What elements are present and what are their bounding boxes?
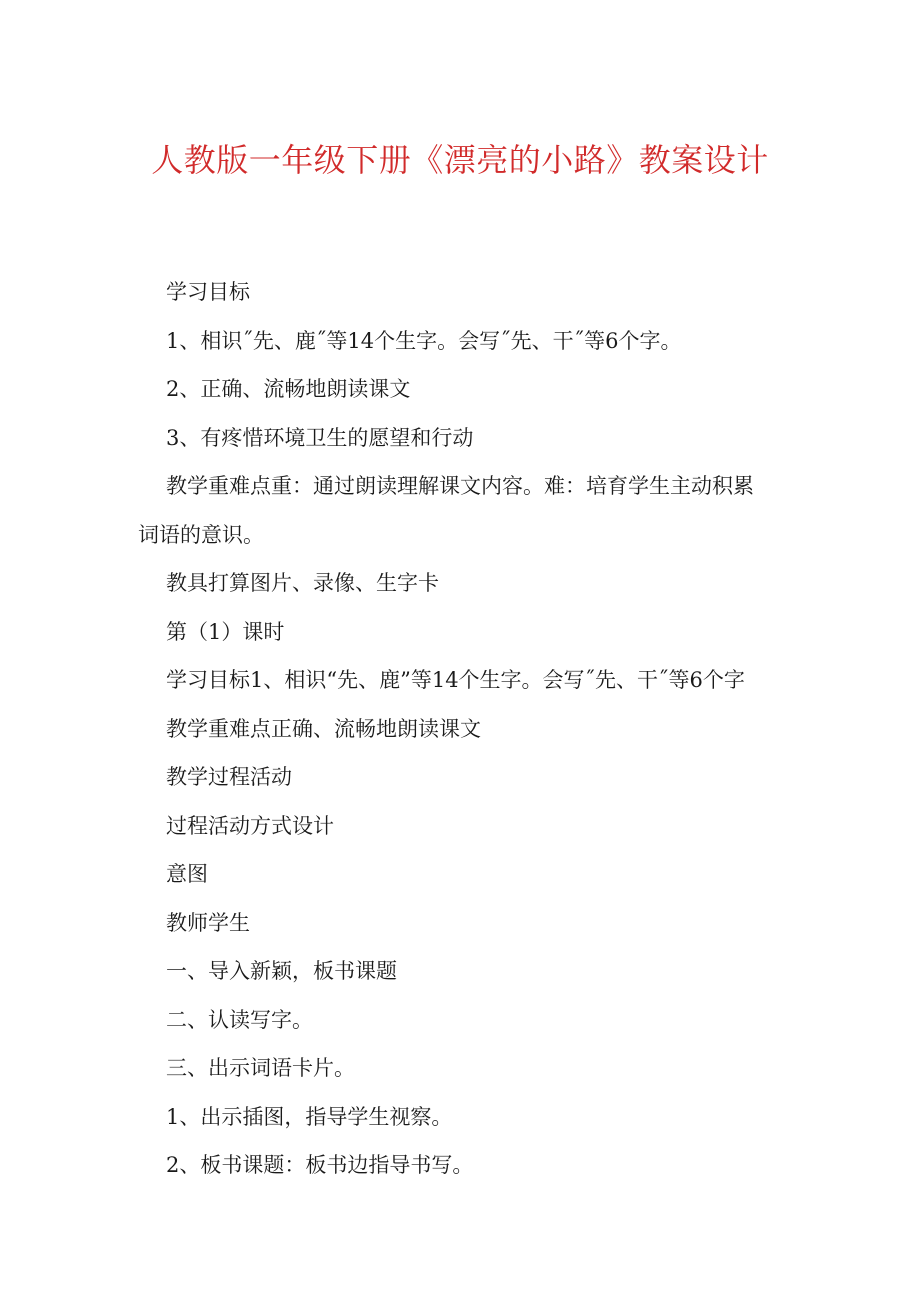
paragraph: 第（1）课时 bbox=[166, 619, 285, 644]
paragraph: 学习目标 bbox=[166, 280, 250, 304]
paragraph: 二、认读写字。 bbox=[166, 1007, 313, 1032]
paragraph: 词语的意识。 bbox=[138, 522, 264, 547]
paragraph: 一、导入新颖，板书课题 bbox=[166, 959, 397, 983]
document-title: 人教版一年级下册《漂亮的小路》教案设计 bbox=[151, 141, 769, 179]
paragraph: 学习目标1、相识“先、鹿”等14个生字。会写˝先、干˝等6个字 bbox=[166, 668, 745, 692]
paragraph: 三、出示词语卡片。 bbox=[166, 1056, 355, 1080]
paragraph: 教具打算图片、录像、生字卡 bbox=[166, 571, 439, 595]
paragraph: 教学过程活动 bbox=[166, 765, 292, 789]
paragraph: 3、有疼惜环境卫生的愿望和行动 bbox=[166, 425, 474, 450]
paragraph: 过程活动方式设计 bbox=[166, 813, 334, 838]
paragraph: 教师学生 bbox=[166, 910, 250, 935]
paragraph: 教学重难点正确、流畅地朗读课文 bbox=[166, 716, 481, 741]
paragraph: 2、板书课题：板书边指导书写。 bbox=[166, 1153, 474, 1177]
paragraph: 1、相识˝先、鹿˝等14个生字。会写˝先、干˝等6个字。 bbox=[166, 328, 682, 353]
paragraph: 教学重难点重：通过朗读理解课文内容。难：培育学生主动积累 bbox=[166, 474, 754, 498]
paragraph: 1、出示插图，指导学生视察。 bbox=[166, 1104, 453, 1129]
paragraph: 意图 bbox=[166, 862, 208, 886]
document-body bbox=[138, 268, 798, 1190]
paragraph: 2、正确、流畅地朗读课文 bbox=[166, 377, 411, 401]
